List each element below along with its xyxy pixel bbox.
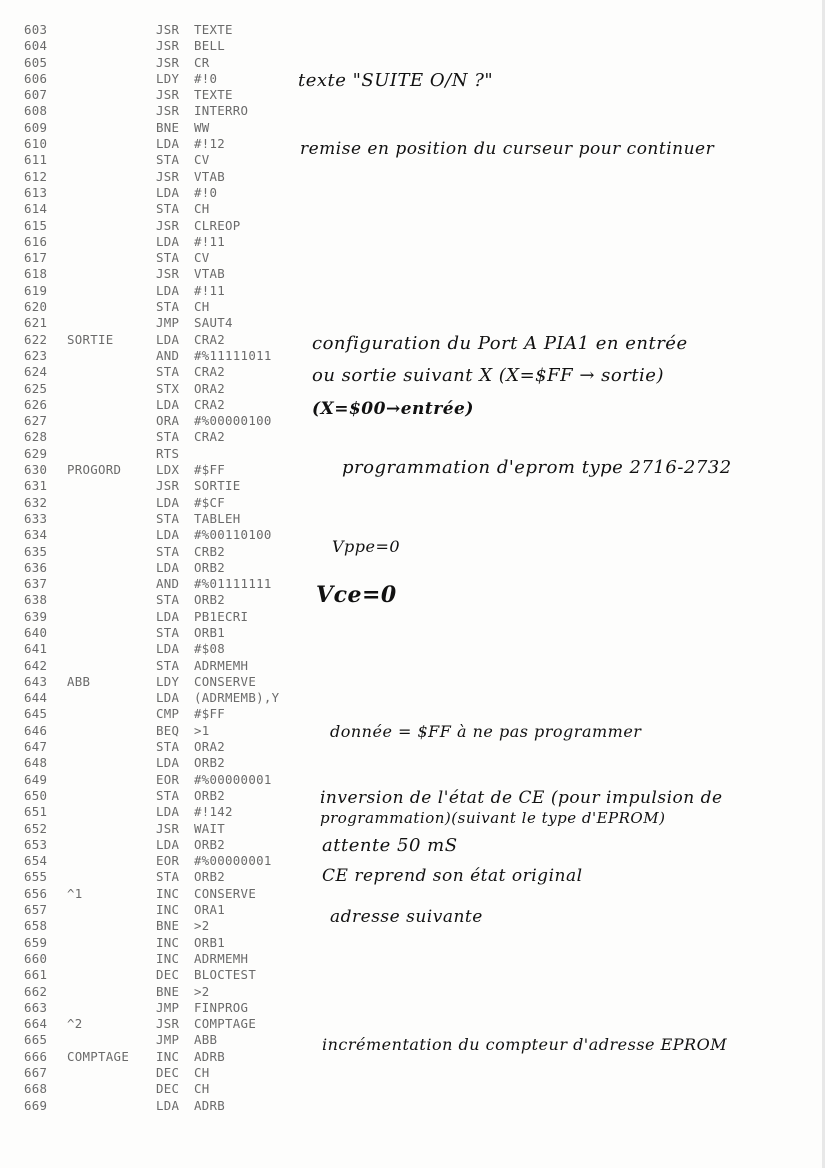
line-label: COMPTAGE (67, 1048, 130, 1064)
line-number: 622 (24, 331, 48, 347)
listing-line (24, 951, 324, 967)
operand: CR (194, 54, 210, 70)
opcode: DEC (156, 1081, 180, 1097)
listing-line (24, 560, 324, 576)
opcode: JSR (156, 168, 180, 184)
opcode: STA (156, 510, 180, 526)
opcode: LDA (156, 527, 180, 543)
operand: #!11 (194, 282, 226, 298)
line-number: 632 (24, 494, 48, 510)
opcode: BNE (156, 119, 180, 135)
listing-line (24, 381, 324, 397)
operand: >2 (194, 983, 210, 999)
opcode: LDA (156, 136, 180, 152)
listing-line (24, 397, 324, 413)
annotation-donnee-ff: donnée = $FF à ne pas programmer (330, 722, 642, 741)
line-number: 634 (24, 527, 48, 543)
opcode: BNE (156, 918, 180, 934)
operand: #%01111111 (194, 576, 272, 592)
operand: >1 (194, 722, 210, 738)
operand: #$FF (194, 462, 226, 478)
opcode: INC (156, 950, 180, 966)
line-number: 647 (24, 739, 48, 755)
line-number: 605 (24, 54, 48, 70)
operand: CLREOP (194, 217, 241, 233)
operand: VTAB (194, 266, 226, 282)
line-label: PROGORD (67, 462, 122, 478)
opcode: JSR (156, 87, 180, 103)
opcode: LDA (156, 836, 180, 852)
line-number: 603 (24, 22, 48, 37)
operand: ORA1 (194, 902, 226, 918)
operand: BELL (194, 38, 226, 54)
operand: ORB1 (194, 934, 226, 950)
opcode: JSR (156, 1016, 180, 1032)
listing-line (24, 87, 324, 103)
opcode: INC (156, 934, 180, 950)
line-number: 624 (24, 364, 48, 380)
listing-line (24, 1098, 324, 1114)
line-number: 606 (24, 70, 48, 86)
opcode: STX (156, 380, 180, 396)
listing-line (24, 364, 324, 380)
operand: #%00000001 (194, 853, 272, 869)
opcode: JMP (156, 315, 180, 331)
opcode: BNE (156, 983, 180, 999)
operand: #!0 (194, 184, 218, 200)
listing-line (24, 348, 324, 364)
opcode: LDA (156, 641, 180, 657)
line-number: 653 (24, 836, 48, 852)
opcode: LDA (156, 331, 180, 347)
opcode: EOR (156, 771, 180, 787)
listing-line (24, 723, 324, 739)
opcode: CMP (156, 706, 180, 722)
line-number: 643 (24, 673, 48, 689)
operand: #$08 (194, 641, 226, 657)
line-number: 668 (24, 1081, 48, 1097)
line-label: ^1 (67, 885, 83, 901)
operand: SORTIE (194, 478, 241, 494)
line-number: 636 (24, 559, 48, 575)
operand: CH (194, 1081, 210, 1097)
opcode: DEC (156, 967, 180, 983)
listing-line (24, 446, 324, 462)
listing-line (24, 609, 324, 625)
opcode: AND (156, 347, 180, 363)
listing-line (24, 55, 324, 71)
annotation-vppe: Vppe=0 (332, 537, 401, 556)
listing-line (24, 674, 324, 690)
annotation-adresse-suivante: adresse suivante (330, 907, 483, 927)
line-number: 648 (24, 755, 48, 771)
line-number: 623 (24, 347, 48, 363)
line-number: 625 (24, 380, 48, 396)
listing-line (24, 690, 324, 706)
line-number: 610 (24, 136, 48, 152)
annotation-programmation-eprom: programmation d'eprom type 2716-2732 (342, 457, 732, 478)
listing-line (24, 218, 324, 234)
listing-line (24, 967, 324, 983)
listing-line (24, 429, 324, 445)
listing-line (24, 984, 324, 1000)
operand: SAUT4 (194, 315, 233, 331)
listing-line (24, 853, 324, 869)
opcode: JSR (156, 22, 180, 37)
operand: ORB2 (194, 869, 226, 885)
line-number: 650 (24, 787, 48, 803)
line-number: 639 (24, 608, 48, 624)
annotation-texte-suite: texte "SUITE O/N ?" (298, 70, 494, 91)
listing-line (24, 1000, 324, 1016)
operand: #!12 (194, 136, 226, 152)
listing-line (24, 527, 324, 543)
opcode: EOR (156, 853, 180, 869)
line-number: 614 (24, 201, 48, 217)
operand: CH (194, 1065, 210, 1080)
operand: CRB2 (194, 543, 226, 559)
listing-line (24, 478, 324, 494)
opcode: STA (156, 787, 180, 803)
operand: ORB2 (194, 559, 226, 575)
line-number: 642 (24, 657, 48, 673)
listing-line (24, 250, 324, 266)
operand: #!11 (194, 233, 226, 249)
opcode: LDA (156, 494, 180, 510)
listing-line (24, 495, 324, 511)
operand: CH (194, 299, 210, 315)
listing-line (24, 462, 324, 478)
opcode: LDA (156, 396, 180, 412)
line-number: 651 (24, 804, 48, 820)
listing-line (24, 120, 324, 136)
annotation-inversion-line1: inversion de l'état de CE (pour impulsion de (320, 788, 723, 808)
operand: #!0 (194, 70, 218, 86)
line-number: 609 (24, 119, 48, 135)
line-number: 655 (24, 869, 48, 885)
listing-line (24, 755, 324, 771)
listing-line (24, 869, 324, 885)
opcode: JSR (156, 820, 180, 836)
opcode: AND (156, 576, 180, 592)
line-number: 665 (24, 1032, 48, 1048)
line-number: 607 (24, 87, 48, 103)
operand: CRA2 (194, 331, 226, 347)
opcode: INC (156, 1048, 180, 1064)
operand: CV (194, 152, 210, 168)
opcode: LDA (156, 804, 180, 820)
line-number: 637 (24, 576, 48, 592)
listing-line (24, 1032, 324, 1048)
operand: #!142 (194, 804, 233, 820)
operand: #%00000001 (194, 771, 272, 787)
listing-line (24, 332, 324, 348)
listing-line (24, 886, 324, 902)
operand: FINPROG (194, 999, 249, 1015)
opcode: STA (156, 364, 180, 380)
line-number: 621 (24, 315, 48, 331)
opcode: DEC (156, 1065, 180, 1080)
opcode: BEQ (156, 722, 180, 738)
operand: PB1ECRI (194, 608, 249, 624)
annotation-incrementation: incrémentation du compteur d'adresse EPROM (322, 1035, 728, 1054)
annotation-attente: attente 50 mS (322, 835, 458, 856)
line-number: 618 (24, 266, 48, 282)
annotation-config-line3: (X=$00→entrée) (312, 399, 474, 419)
line-number: 645 (24, 706, 48, 722)
listing-line (24, 804, 324, 820)
line-number: 658 (24, 918, 48, 934)
line-number: 633 (24, 510, 48, 526)
operand: TABLEH (194, 510, 241, 526)
operand: #%00000100 (194, 413, 272, 429)
opcode: JSR (156, 54, 180, 70)
opcode: LDA (156, 608, 180, 624)
opcode: STA (156, 201, 180, 217)
assembly-listing (24, 22, 324, 1114)
listing-line (24, 576, 324, 592)
operand: TEXTE (194, 22, 233, 37)
line-number: 660 (24, 950, 48, 966)
annotation-config-line1: configuration du Port A PIA1 en entrée (312, 333, 688, 354)
annotation-ce-reprend: CE reprend son état original (322, 866, 583, 886)
operand: #%11111011 (194, 347, 272, 363)
opcode: JMP (156, 1032, 180, 1048)
opcode: STA (156, 592, 180, 608)
operand: VTAB (194, 168, 226, 184)
line-number: 649 (24, 771, 48, 787)
operand: COMPTAGE (194, 1016, 257, 1032)
opcode: STA (156, 739, 180, 755)
operand: ORB2 (194, 787, 226, 803)
line-number: 604 (24, 38, 48, 54)
operand: #%00110100 (194, 527, 272, 543)
opcode: LDX (156, 462, 180, 478)
line-number: 667 (24, 1065, 48, 1080)
listing-line (24, 169, 324, 185)
listing-line (24, 788, 324, 804)
line-number: 608 (24, 103, 48, 119)
opcode: STA (156, 250, 180, 266)
opcode: STA (156, 299, 180, 315)
line-number: 629 (24, 445, 48, 461)
line-number: 669 (24, 1097, 48, 1113)
line-number: 652 (24, 820, 48, 836)
opcode: STA (156, 869, 180, 885)
listing-line (24, 185, 324, 201)
operand: ORB2 (194, 755, 226, 771)
line-number: 628 (24, 429, 48, 445)
line-number: 615 (24, 217, 48, 233)
operand: ADRB (194, 1097, 226, 1113)
opcode: RTS (156, 445, 180, 461)
listing-line (24, 315, 324, 331)
listing-line (24, 625, 324, 641)
opcode: STA (156, 429, 180, 445)
listing-line (24, 772, 324, 788)
listing-line (24, 902, 324, 918)
opcode: ORA (156, 413, 180, 429)
listing-line (24, 739, 324, 755)
line-number: 661 (24, 967, 48, 983)
listing-line (24, 71, 324, 87)
listing-line (24, 658, 324, 674)
opcode: LDA (156, 690, 180, 706)
line-number: 646 (24, 722, 48, 738)
operand: CH (194, 201, 210, 217)
line-label: ^2 (67, 1016, 83, 1032)
listing-line (24, 1081, 324, 1097)
listing-line (24, 152, 324, 168)
operand: #$CF (194, 494, 226, 510)
operand: ORA2 (194, 739, 226, 755)
line-label: ABB (67, 673, 91, 689)
operand: ADRB (194, 1048, 226, 1064)
line-number: 617 (24, 250, 48, 266)
opcode: STA (156, 152, 180, 168)
opcode: INC (156, 902, 180, 918)
line-number: 627 (24, 413, 48, 429)
annotation-config-line2: ou sortie suivant X (X=$FF → sortie) (312, 365, 664, 386)
line-number: 656 (24, 885, 48, 901)
listing-line (24, 201, 324, 217)
opcode: LDA (156, 755, 180, 771)
opcode: LDA (156, 282, 180, 298)
line-number: 664 (24, 1016, 48, 1032)
opcode: JSR (156, 478, 180, 494)
line-number: 641 (24, 641, 48, 657)
line-number: 663 (24, 999, 48, 1015)
operand: CV (194, 250, 210, 266)
operand: ORB1 (194, 624, 226, 640)
line-label: SORTIE (67, 331, 114, 347)
opcode: LDA (156, 184, 180, 200)
operand: ABB (194, 1032, 218, 1048)
line-number: 630 (24, 462, 48, 478)
line-number: 620 (24, 299, 48, 315)
listing-line (24, 22, 324, 38)
opcode: LDA (156, 233, 180, 249)
line-number: 654 (24, 853, 48, 869)
operand: #$FF (194, 706, 226, 722)
listing-line (24, 592, 324, 608)
opcode: LDA (156, 559, 180, 575)
listing-line (24, 234, 324, 250)
line-number: 640 (24, 624, 48, 640)
annotation-vce: Vce=0 (316, 582, 397, 608)
line-number: 631 (24, 478, 48, 494)
opcode: JSR (156, 103, 180, 119)
line-number: 611 (24, 152, 48, 168)
listing-line (24, 918, 324, 934)
opcode: JSR (156, 217, 180, 233)
opcode: LDY (156, 673, 180, 689)
operand: ORB2 (194, 836, 226, 852)
line-number: 619 (24, 282, 48, 298)
operand: WW (194, 119, 210, 135)
operand: INTERRO (194, 103, 249, 119)
line-number: 657 (24, 902, 48, 918)
listing-line (24, 266, 324, 282)
opcode: INC (156, 885, 180, 901)
listing-line (24, 136, 324, 152)
opcode: JMP (156, 999, 180, 1015)
opcode: LDA (156, 1097, 180, 1113)
line-number: 638 (24, 592, 48, 608)
opcode: STA (156, 657, 180, 673)
operand: CRA2 (194, 429, 226, 445)
operand: ADRMEMH (194, 657, 249, 673)
operand: (ADRMEMB),Y (194, 690, 280, 706)
line-number: 662 (24, 983, 48, 999)
line-number: 666 (24, 1048, 48, 1064)
operand: >2 (194, 918, 210, 934)
annotation-inversion-line2: programmation)(suivant le type d'EPROM) (320, 809, 666, 827)
listing-line (24, 283, 324, 299)
operand: TEXTE (194, 87, 233, 103)
line-number: 659 (24, 934, 48, 950)
listing-line (24, 544, 324, 560)
operand: CONSERVE (194, 673, 257, 689)
line-number: 612 (24, 168, 48, 184)
listing-line (24, 706, 324, 722)
operand: CONSERVE (194, 885, 257, 901)
operand: ORA2 (194, 380, 226, 396)
line-number: 613 (24, 184, 48, 200)
listing-line (24, 511, 324, 527)
operand: WAIT (194, 820, 226, 836)
operand: ADRMEMH (194, 950, 249, 966)
operand: CRA2 (194, 364, 226, 380)
operand: ORB2 (194, 592, 226, 608)
listing-line (24, 1016, 324, 1032)
line-number: 626 (24, 396, 48, 412)
opcode: JSR (156, 266, 180, 282)
listing-line (24, 1049, 324, 1065)
line-number: 635 (24, 543, 48, 559)
opcode: STA (156, 543, 180, 559)
listing-line (24, 103, 324, 119)
listing-line (24, 299, 324, 315)
line-number: 644 (24, 690, 48, 706)
opcode: JSR (156, 38, 180, 54)
listing-line (24, 935, 324, 951)
annotation-remise-curseur: remise en position du curseur pour continuer (300, 139, 715, 159)
operand: BLOCTEST (194, 967, 257, 983)
opcode: STA (156, 624, 180, 640)
listing-line (24, 38, 324, 54)
listing-line (24, 641, 324, 657)
listing-line (24, 413, 324, 429)
opcode: LDY (156, 70, 180, 86)
line-number: 616 (24, 233, 48, 249)
listing-line (24, 1065, 324, 1081)
operand: CRA2 (194, 396, 226, 412)
listing-line (24, 837, 324, 853)
listing-line (24, 821, 324, 837)
